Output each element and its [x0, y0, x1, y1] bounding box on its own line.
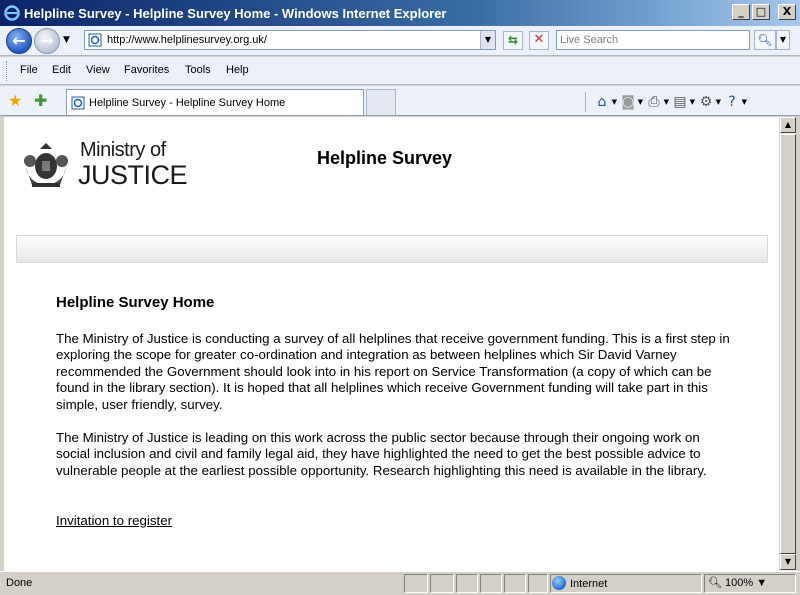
logo-text-line1: Ministry of — [80, 139, 166, 161]
close-button[interactable]: X — [778, 4, 796, 20]
url-text[interactable]: http://www.helplinesurvey.org.uk/ — [107, 34, 267, 46]
favorites-center-icon[interactable]: ★ — [8, 91, 23, 110]
search-button[interactable] — [754, 30, 776, 50]
status-panel — [480, 574, 502, 593]
address-field[interactable] — [84, 30, 496, 50]
status-panel — [456, 574, 478, 593]
title-bar — [0, 0, 800, 26]
royal-crest-icon — [18, 139, 74, 189]
invitation-to-register-link[interactable]: Invitation to register — [56, 513, 173, 528]
forward-arrow-icon: → — [40, 31, 54, 50]
gear-icon: ⚙ — [699, 94, 713, 110]
command-bar — [582, 90, 745, 114]
back-button[interactable] — [6, 28, 32, 54]
maximize-button[interactable]: □ — [752, 4, 770, 20]
status-panel — [404, 574, 428, 593]
menu-file[interactable]: File — [20, 64, 38, 76]
window-title: Helpline Survey - Helpline Survey Home - Windows Internet Explorer — [24, 6, 447, 21]
navigation-strip — [16, 235, 768, 263]
toolbar-grip — [6, 61, 9, 81]
menu-view[interactable]: View — [86, 64, 110, 76]
printer-icon: ⎙ — [648, 94, 660, 110]
page-button[interactable]: ▤ ▼ — [673, 94, 695, 110]
minimize-button[interactable]: _ — [732, 4, 750, 20]
page-icon — [88, 33, 102, 47]
new-tab-button[interactable] — [366, 89, 396, 115]
address-dropdown-icon[interactable]: ▼ — [480, 31, 495, 49]
recent-pages-dropdown-icon[interactable]: ▼ — [63, 35, 70, 45]
scroll-down-button[interactable]: ▼ — [780, 554, 796, 570]
address-toolbar — [0, 26, 800, 56]
zoom-level[interactable]: 🔍︎ 100% ▼ — [708, 577, 768, 589]
security-zone — [552, 576, 607, 590]
search-options-dropdown-icon[interactable]: ▼ — [776, 30, 790, 50]
scrollbar-thumb[interactable] — [780, 134, 796, 554]
intro-paragraph: The Ministry of Justice is conducting a survey of all helplines that receive government funding. This is a first step in exploring the scope for greater co-ordination and integration as between helplines which Sir David Varney recommended the Government should look into in his report on Service Transformation (a copy of which can be found in the library section). It is hoped that all helplines which receive Government funding will take part in this simple, user friendly, survey. — [56, 331, 730, 412]
page-icon — [71, 96, 85, 110]
menu-edit[interactable]: Edit — [52, 64, 71, 76]
search-icon: 🔍︎ — [757, 33, 773, 47]
tab-helpline-survey[interactable] — [66, 89, 364, 115]
ministry-of-justice-logo — [18, 139, 188, 191]
search-placeholder: Live Search — [560, 34, 619, 46]
site-title: Helpline Survey — [317, 148, 453, 168]
menu-bar — [0, 57, 800, 85]
page-menu-icon: ▤ — [673, 94, 687, 110]
internet-explorer-icon — [4, 5, 20, 21]
context-paragraph: The Ministry of Justice is leading on this work across the public sector because through their ongoing work on social inclusion and civil and family legal aid, they have highlighted the need to get the best possible advice to vulnerable people at the earliest possible opportunity. Research highlighting this need is available in the library. — [56, 430, 707, 478]
tab-bar — [0, 86, 800, 116]
home-icon: ⌂ — [597, 94, 607, 110]
add-to-favorites-icon[interactable]: ✚ — [34, 91, 48, 110]
tools-button[interactable]: ⚙ ▼ — [699, 94, 721, 110]
refresh-button[interactable]: ⇆ — [503, 31, 523, 50]
tab-label: Helpline Survey - Helpline Survey Home — [89, 97, 286, 109]
page-heading: Helpline Survey Home — [56, 294, 215, 311]
menu-help[interactable]: Help — [226, 64, 249, 76]
status-bar — [0, 571, 800, 595]
protected-mode-panel[interactable] — [528, 574, 548, 593]
forward-button[interactable] — [34, 28, 60, 54]
vertical-scrollbar[interactable] — [779, 117, 796, 571]
menu-tools[interactable]: Tools — [185, 64, 211, 76]
feeds-button[interactable]: ◙ ▼ — [621, 94, 643, 110]
back-arrow-icon: ← — [12, 31, 26, 50]
status-panel — [504, 574, 526, 593]
home-button[interactable]: ⌂ ▼ — [597, 94, 617, 110]
logo-text-line2: JUSTICE — [78, 160, 188, 190]
status-panel — [430, 574, 454, 593]
help-icon: ? — [728, 94, 736, 110]
help-button[interactable]: ? ▼ — [728, 94, 747, 110]
scroll-up-button[interactable]: ▲ — [780, 117, 796, 133]
globe-icon — [552, 576, 566, 590]
zoom-value: 100% — [725, 577, 754, 589]
menu-favorites[interactable]: Favorites — [124, 64, 170, 76]
status-text: Done — [6, 577, 33, 589]
page-viewport — [4, 117, 779, 571]
print-button[interactable]: ⎙ ▼ — [648, 94, 669, 110]
stop-button[interactable]: ✕ — [529, 31, 549, 50]
search-input[interactable] — [556, 30, 750, 50]
zone-label: Internet — [570, 578, 608, 590]
rss-feed-icon: ◙ — [621, 94, 635, 110]
